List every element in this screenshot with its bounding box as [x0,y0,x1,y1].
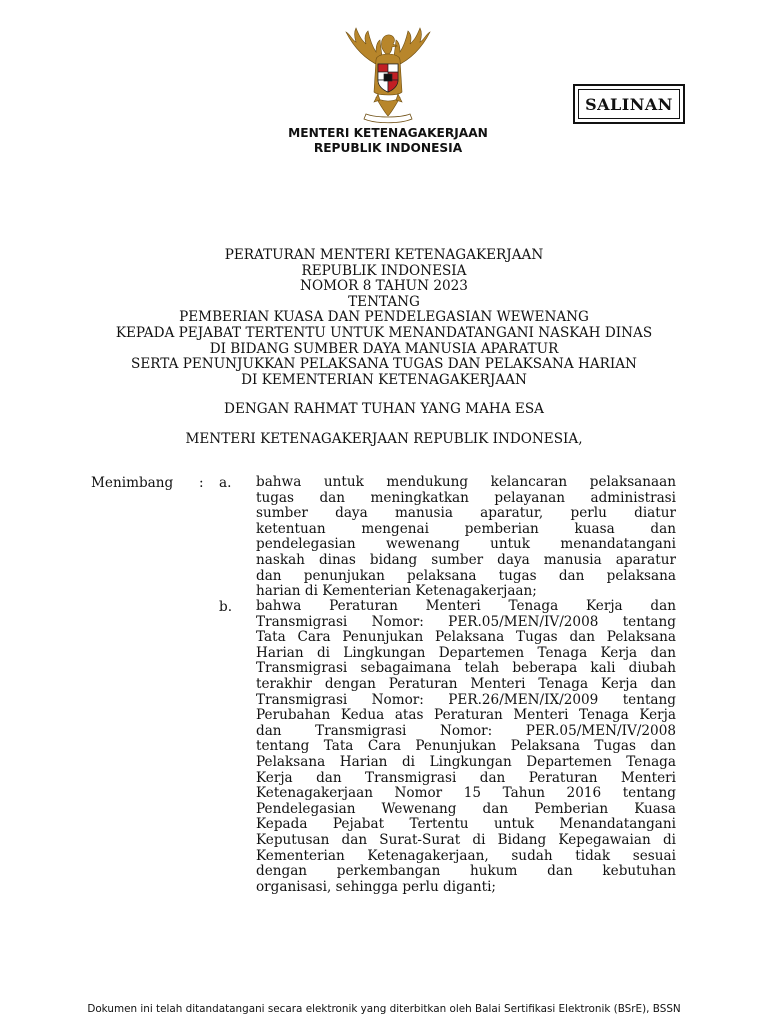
item-line: harian di Kementerian Ketenagakerjaan; [256,583,537,600]
menimbang-colon: : [199,475,204,491]
item-line: Keputusan dan Surat-Surat di Bidang Kepegawaian di [256,831,676,848]
item-line: Transmigrasi Nomor: PER.26/MEN/IX/2009 tentang [256,691,676,708]
item-line: Kementerian Ketenagakerjaan, sudah tidak sesuai [256,847,676,864]
item-line: Perubahan Kedua atas Peraturan Menteri Tenaga Kerja [256,707,676,724]
item-line: terakhir dengan Peraturan Menteri Tenaga Kerja dan [256,675,676,692]
item-line: Transmigrasi sebagaimana telah beberapa kali diubah [256,660,676,677]
title-line: SERTA PENUNJUKKAN PELAKSANA TUGAS DAN PELAKSANA HARIAN [131,356,637,373]
item-line: dan Transmigrasi Nomor: PER.05/MEN/IV/2008 [256,722,676,739]
garuda-emblem-icon [336,26,440,126]
salinan-stamp: SALINAN [573,84,685,124]
title-line: NOMOR 8 TAHUN 2023 [300,278,468,295]
item-line: Kerja dan Transmigrasi dan Peraturan Menteri [256,769,676,786]
menimbang-label: Menimbang [91,475,174,491]
title-line: PEMBERIAN KUASA DAN PENDELEGASIAN WEWENANG [179,309,589,326]
item-line: sumber daya manusia aparatur, perlu diatur [256,505,676,522]
title-line: KEPADA PEJABAT TERTENTU UNTUK MENANDATANGANI NASKAH DINAS [115,324,653,341]
item-line: naskah dinas bidang sumber daya manusia aparatur [256,551,676,568]
item-line: dengan perkembangan hukum dan kebutuhan [256,863,676,880]
title-line: REPUBLIK INDONESIA [301,262,467,279]
item-line: Tata Cara Penunjukan Pelaksana Tugas dan Pelaksana [256,629,676,646]
item-line: Harian di Lingkungan Departemen Tenaga Kerja dan [256,644,676,661]
e-signature-footer: Dokumen ini telah ditandatangani secara elektronik yang diterbitkan oleh Balai Sertifikasi Elektronik (BSrE), BSSN [87,1003,681,1015]
authority-line: MENTERI KETENAGAKERJAAN REPUBLIK INDONESIA, [185,431,583,447]
item-line: dan penunjukan pelaksana tugas dan pelaksana [256,567,676,584]
item-line: Pendelegasian Wewenang dan Pemberian Kuasa [256,800,676,817]
item-line: ketentuan mengenai pemberian kuasa dan [256,520,676,537]
item-line: bahwa untuk mendukung kelancaran pelaksanaan [256,474,676,490]
item-line: Pelaksana Harian di Lingkungan Departemen Tenaga [256,753,676,770]
item-line: Kepada Pejabat Tertentu untuk Menandatangani [256,816,676,833]
title-line: PERATURAN MENTERI KETENAGAKERJAAN [224,247,544,263]
item-line: tentang Tata Cara Penunjukan Pelaksana Tugas dan [256,738,676,755]
item-line: Transmigrasi Nomor: PER.05/MEN/IV/2008 tentang [256,613,676,630]
title-line: DI BIDANG SUMBER DAYA MANUSIA APARATUR [209,340,559,357]
item-letter: b. [219,599,233,615]
item-line: tugas dan meningkatkan pelayanan administrasi [256,489,676,506]
item-line: pendelegasian wewenang untuk menandatangani [256,536,676,553]
item-line: Ketenagakerjaan Nomor 15 Tahun 2016 tentang [256,785,676,802]
ministry-header [250,126,526,156]
considering-item-a [256,475,676,600]
blessing-line: DENGAN RAHMAT TUHAN YANG MAHA ESA [224,401,544,417]
considering-item-b [256,599,676,895]
title-line: DI KEMENTERIAN KETENAGAKERJAAN [241,371,527,388]
item-letter: a. [219,475,232,491]
title-line: TENTANG [348,293,420,310]
regulation-title [60,248,708,388]
item-line: bahwa Peraturan Menteri Tenaga Kerja dan [256,598,676,614]
item-line: organisasi, sehingga perlu diganti; [256,878,497,895]
ministry-name: MENTERI KETENAGAKERJAAN [288,126,488,140]
ministry-country: REPUBLIK INDONESIA [313,141,463,155]
